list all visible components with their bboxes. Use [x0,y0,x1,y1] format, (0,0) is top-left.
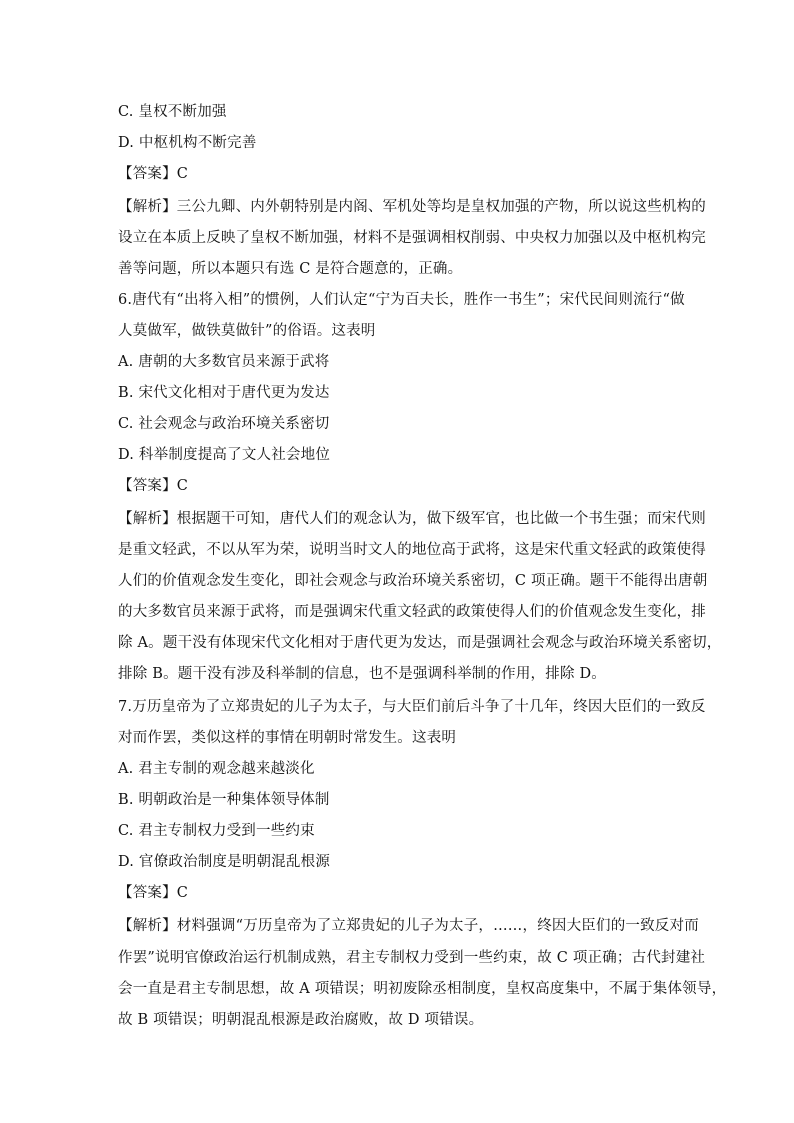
option-c-q5: C. 皇权不断加强 [118,104,227,120]
question-7-line1: 7.万历皇帝为了立郑贵妃的儿子为太子，与大臣们前后斗争了十几年，终因大臣们的一致反 [118,699,706,715]
question-7-line2: 对而作罢，类似这样的事情在明朝时常发生。这表明 [118,730,457,746]
option-d-q6: D. 科举制度提高了文人社会地位 [118,447,331,463]
analysis-q5-line2: 设立在本质上反映了皇权不断加强，材料不是强调相权削弱、中央权力加强以及中枢机构完 [118,230,706,246]
option-b-q7: B. 明朝政治是一种集体领导体制 [118,792,330,808]
option-d-q7: D. 官僚政治制度是明朝混乱根源 [118,854,331,870]
option-a-q7: A. 君主专制的观念越来越淡化 [118,761,315,777]
analysis-q6-line4: 的大多数官员来源于武将，而是强调宋代重文轻武的政策使得人们的价值观念发生变化，排 [118,604,706,620]
option-c-q7: C. 君主专制权力受到一些约束 [118,823,315,839]
analysis-q7-line3: 会一直是君主专制思想，故 A 项错误；明初废除丞相制度，皇权高度集中，不属于集体领导， [118,981,727,997]
analysis-q5-line1: 【解析】三公九卿、内外朝特别是内阁、军机处等均是皇权加强的产物，所以说这些机构的 [118,199,706,215]
analysis-q6-line5: 除 A。题干没有体现宋代文化相对于唐代更为发达，而是强调社会观念与政治环境关系密切， [118,635,722,651]
option-d-q5: D. 中枢机构不断完善 [118,135,257,151]
analysis-q6-line6: 排除 B。题干没有涉及科举制的信息，也不是强调科举制的作用，排除 D。 [118,666,606,682]
option-a-q6: A. 唐朝的大多数官员来源于武将 [118,354,330,370]
answer-q6: 【答案】C [118,478,189,494]
analysis-q7-line4: 故 B 项错误；明朝混乱根源是政治腐败，故 D 项错误。 [118,1012,484,1028]
question-6-line1: 6.唐代有“出将入相”的惯例，人们认定“宁为百夫长，胜作一书生”；宋代民间则流行“做 [118,292,685,308]
analysis-q7-line1: 【解析】材料强调“万历皇帝为了立郑贵妃的儿子为太子，……，终因大臣们的一致反对而 [118,918,699,934]
answer-q5: 【答案】C [118,166,189,182]
analysis-q7-line2: 作罢”说明官僚政治运行机制成熟，君主专制权力受到一些约束，故 C 项正确；古代封建社 [118,950,706,966]
analysis-q6-line2: 是重文轻武，不以从军为荣，说明当时文人的地位高于武将，这是宋代重文轻武的政策使得 [118,542,706,558]
option-c-q6: C. 社会观念与政治环境关系密切 [118,416,330,432]
answer-q7: 【答案】C [118,885,189,901]
analysis-q6-line1: 【解析】根据题干可知，唐代人们的观念认为，做下级军官，也比做一个书生强；而宋代则 [118,511,706,527]
option-b-q6: B. 宋代文化相对于唐代更为发达 [118,385,330,401]
question-6-line2: 人莫做军，做铁莫做针”的俗语。这表明 [118,323,376,339]
analysis-q6-line3: 人们的价值观念发生变化，即社会观念与政治环境关系密切，C 项正确。题干不能得出唐朝 [118,573,708,589]
analysis-q5-line3: 善等问题，所以本题只有选 C 是符合题意的，正确。 [118,261,463,277]
